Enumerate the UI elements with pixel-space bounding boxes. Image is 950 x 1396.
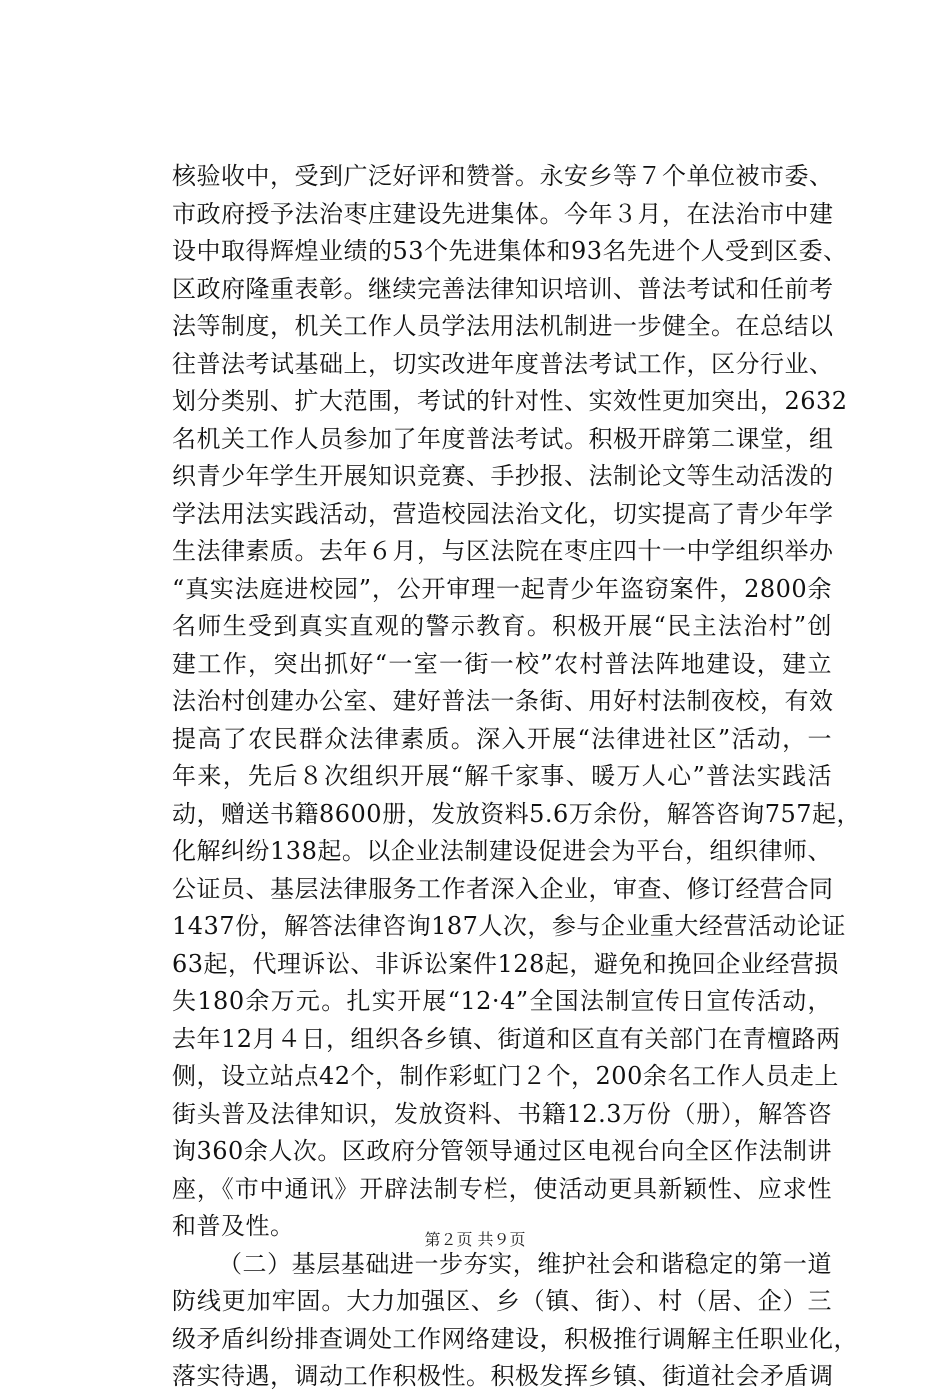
page-number-footer: 第２页 共９页 <box>424 1230 526 1249</box>
text-line: 建工作，突出抓好“一室一街一校”农村普法阵地建设，建立 <box>172 649 832 678</box>
text-line: 提高了农民群众法律素质。深入开展“法律进社区”活动，一 <box>172 724 832 753</box>
text-line: 织青少年学生开展知识竞赛、手抄报、法制论文等生动活泼的 <box>172 462 834 490</box>
text-line: 落实待遇，调动工作积极性。积极发挥乡镇、街道社会矛盾调 <box>172 1362 834 1390</box>
text-line: 化解纠纷138起。以企业法制建设促进会为平台，组织律师、 <box>172 837 832 865</box>
text-line: 去年12月４日，组织各乡镇、街道和区直有关部门在青檀路两 <box>172 1024 841 1053</box>
text-line: 区政府隆重表彰。继续完善法律知识培训、普法考试和任前考 <box>172 274 834 303</box>
text-line: 座，《市中通讯》开辟法制专栏，使活动更具新颖性、应求性 <box>172 1174 832 1203</box>
text-line: 划分类别、扩大范围，考试的针对性、实效性更加突出，2632 <box>172 387 848 415</box>
text-line: 生法律素质。去年６月，与区法院在枣庄四十一中学组织举办 <box>172 537 834 565</box>
text-line: 公证员、基层法律服务工作者深入企业，审查、修订经营合同 <box>172 874 834 903</box>
text-line: 询360余人次。区政府分管领导通过区电视台向全区作法制讲 <box>172 1137 832 1165</box>
text-line: 市政府授予法治枣庄建设先进集体。今年３月，在法治市中建 <box>172 199 834 228</box>
text-line: 年来，先后８次组织开展“解千家事、暖万人心”普法实践活 <box>172 762 832 790</box>
text-line: 往普法考试基础上，切实改进年度普法考试工作，区分行业、 <box>172 349 834 378</box>
paragraph-start-line: （二）基层基础进一步夯实，维护社会和谐稳定的第一道 <box>218 1249 832 1278</box>
text-line: 法等制度，机关工作人员学法用法机制进一步健全。在总结以 <box>172 312 834 340</box>
text-line: 和普及性。 <box>172 1212 295 1240</box>
text-line: 名师生受到真实直观的警示教育。积极开展“民主法治村”创 <box>172 612 832 640</box>
text-line: 63起，代理诉讼、非诉讼案件128起，避免和挽回企业经营损 <box>172 949 839 978</box>
text-line: 设中取得辉煌业绩的53个先进集体和93名先进个人受到区委、 <box>172 237 848 265</box>
text-line: 侧，设立站点42个，制作彩虹门２个，200余名工作人员走上 <box>172 1062 839 1090</box>
text-line: 名机关工作人员参加了年度普法考试。积极开辟第二课堂，组 <box>172 424 834 453</box>
text-line: 1437份，解答法律咨询187人次，参与企业重大经营活动论证 <box>172 912 846 940</box>
document-body <box>172 158 862 1396</box>
text-line: 防线更加牢固。大力加强区、乡（镇、街）、村（居、企）三 <box>172 1287 832 1315</box>
text-line: 失180余万元。扎实开展“12·4”全国法制宣传日宣传活动， <box>172 987 832 1015</box>
text-line: “真实法庭进校园”，公开审理一起青少年盗窃案件，2800余 <box>172 574 832 603</box>
text-line: 法治村创建办公室、建好普法一条街、用好村法制夜校，有效 <box>172 687 834 715</box>
text-line: 街头普及法律知识，发放资料、书籍12.3万份（册），解答咨 <box>172 1099 832 1128</box>
text-line: 动，赠送书籍8600册，发放资料5.6万余份，解答咨询757起， <box>172 799 862 828</box>
text-line: 核验收中，受到广泛好评和赞誉。永安乡等７个单位被市委、 <box>172 162 834 190</box>
text-line: 学法用法实践活动，营造校园法治文化，切实提高了青少年学 <box>172 499 834 528</box>
text-line: 级矛盾纠纷排查调处工作网络建设，积极推行调解主任职业化， <box>172 1324 858 1353</box>
